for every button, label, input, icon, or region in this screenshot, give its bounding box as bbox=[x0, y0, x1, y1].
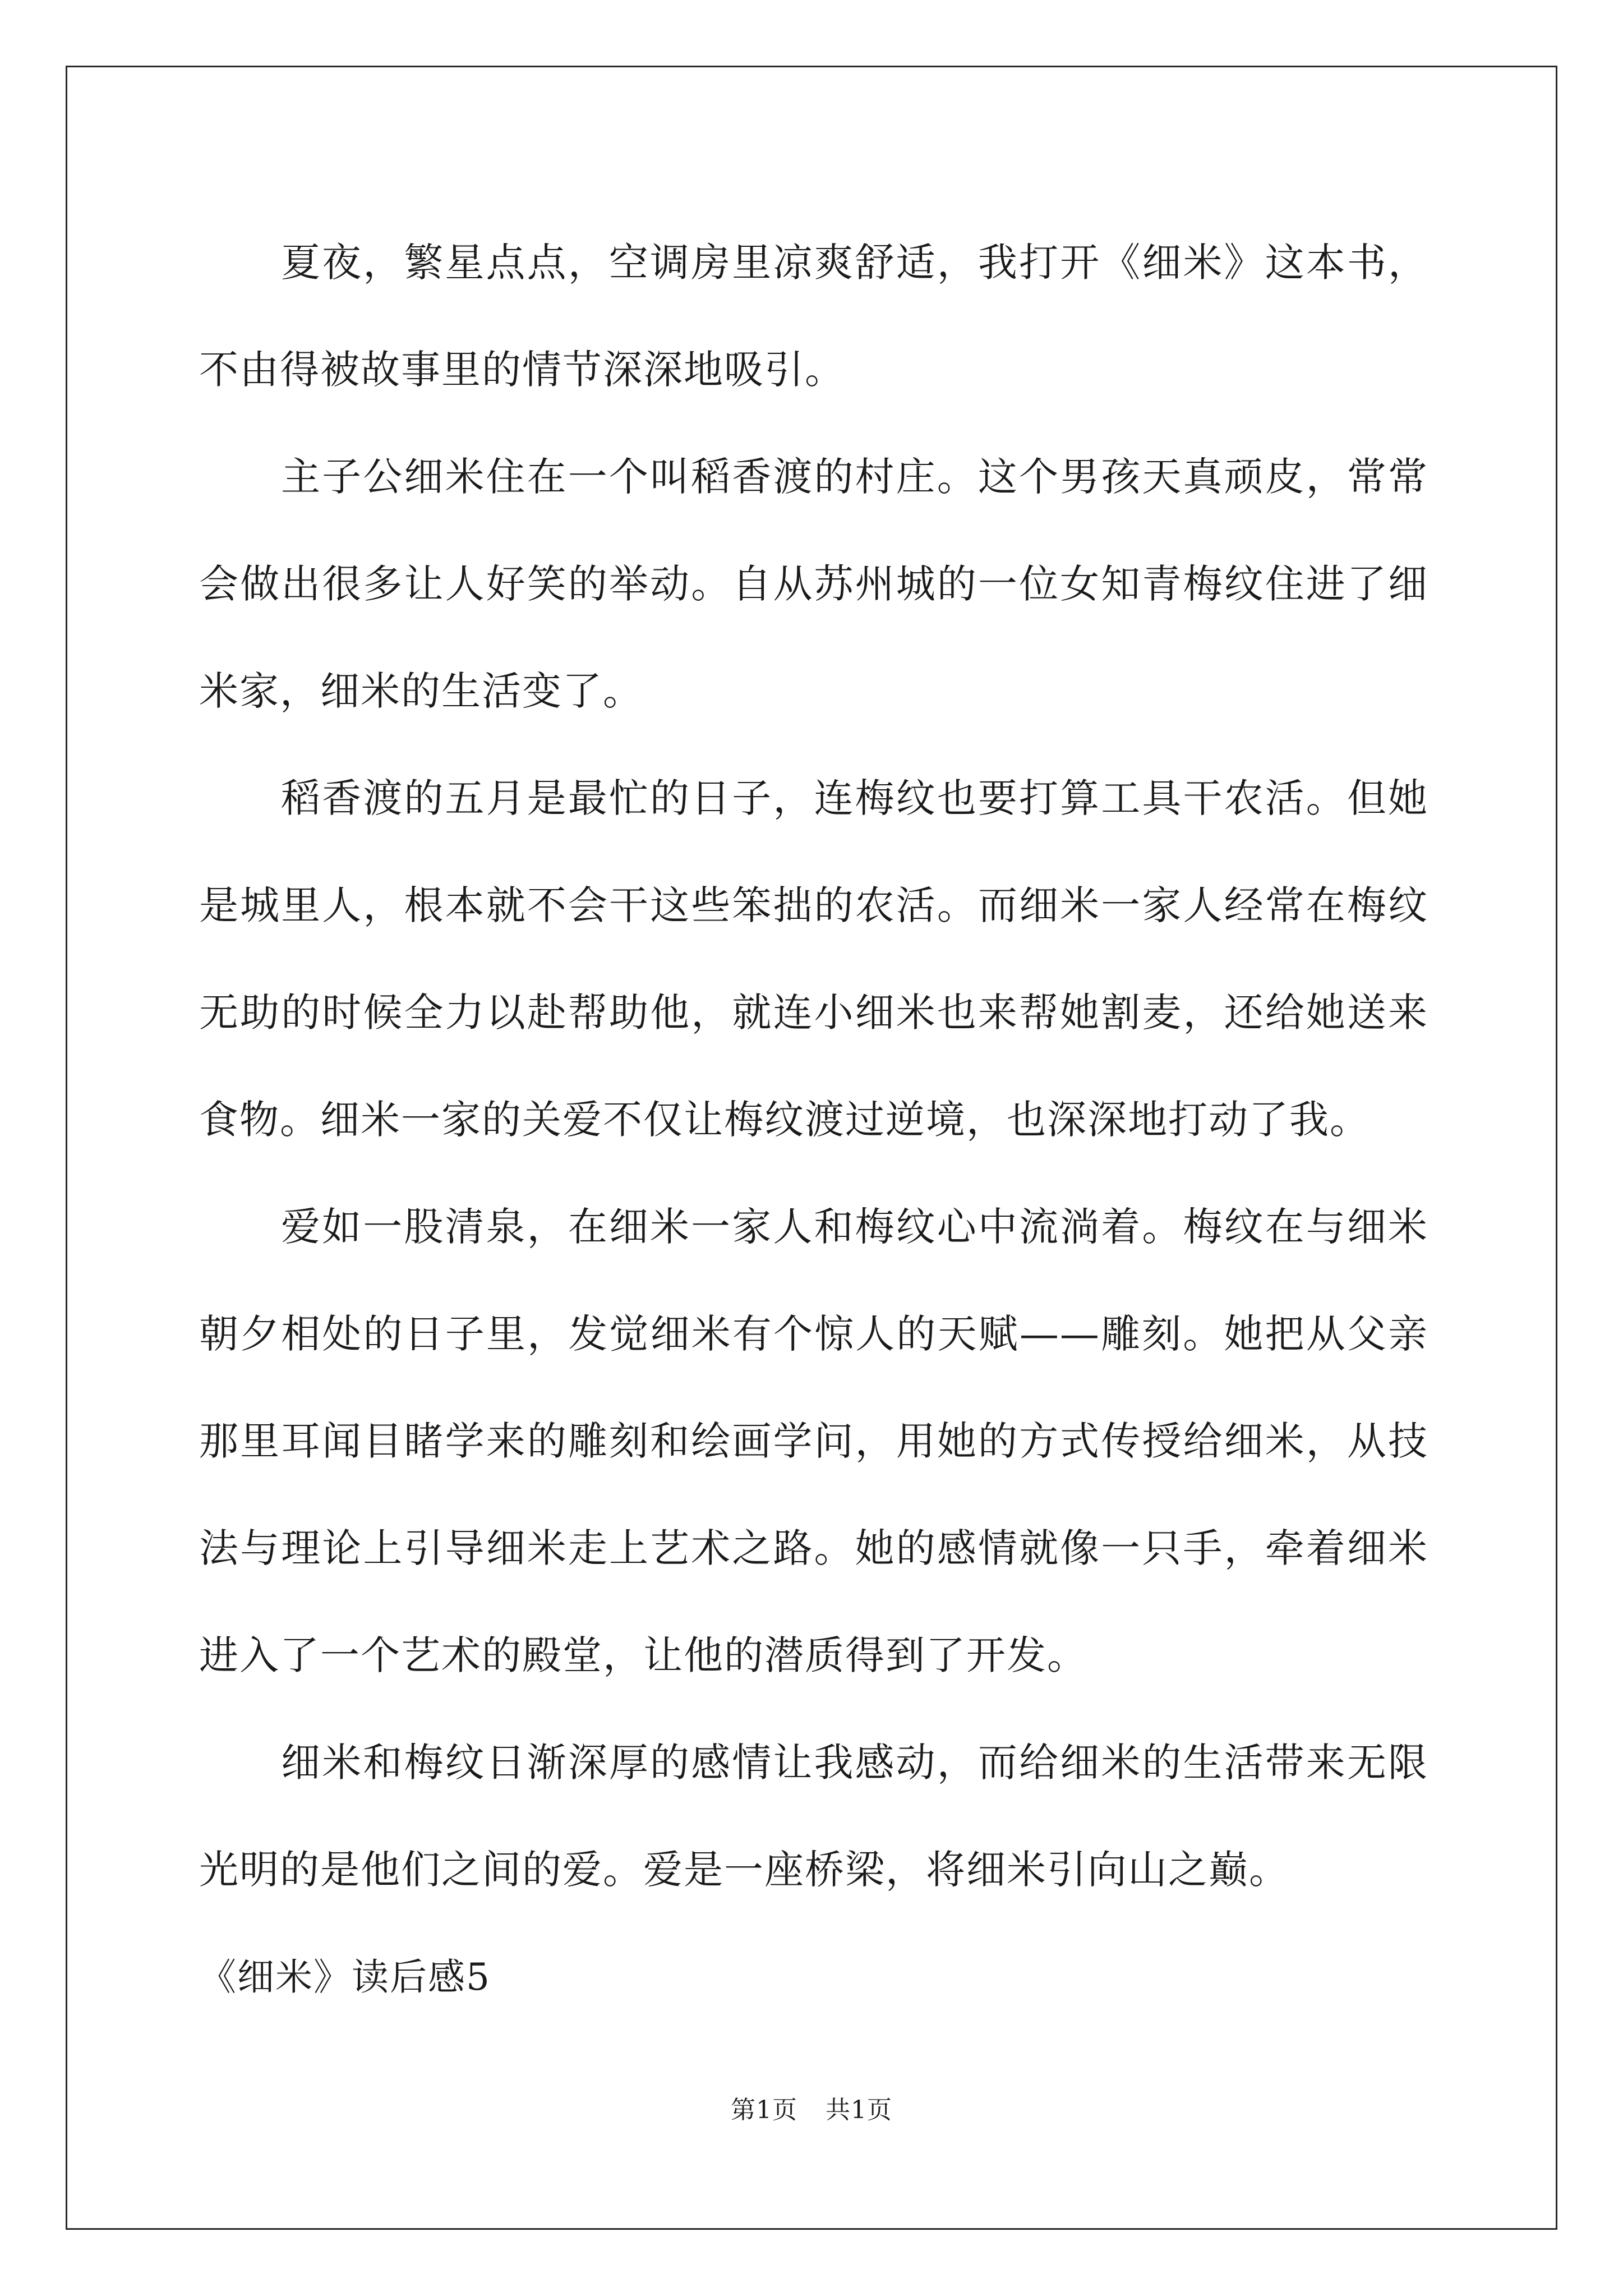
page-total: 共1页 bbox=[826, 2096, 892, 2124]
paragraph-4: 爱如一股清泉，在细米一家人和梅纹心中流淌着。梅纹在与细米朝夕相处的日子里，发觉细米有个惊人的天赋——雕刻。她把从父亲那里耳闻目睹学来的雕刻和绘画学问，用她的方式传授给细米，从技法与理论上引导细米走上艺术之路。她的感情就像一只手，牵着细米进入了一个艺术的殿堂，让他的潜质得到了开发。 bbox=[199, 1204, 1428, 1678]
document-body bbox=[199, 209, 1428, 2031]
section-heading: 《细米》读后感5 bbox=[199, 1955, 491, 1999]
paragraph-5: 细米和梅纹日渐深厚的感情让我感动，而给细米的生活带来无限光明的是他们之间的爱。爱是一座桥梁，将细米引向山之巅。 bbox=[199, 1740, 1428, 1893]
paragraph-1: 夏夜，繁星点点，空调房里凉爽舒适，我打开《细米》这本书，不由得被故事里的情节深深地吸引。 bbox=[199, 240, 1428, 393]
paragraph-2: 主子公细米住在一个叫稻香渡的村庄。这个男孩天真顽皮，常常会做出很多让人好笑的举动。自从苏州城的一位女知青梅纹住进了细米家，细米的生活变了。 bbox=[199, 454, 1428, 714]
paragraph-3: 稻香渡的五月是最忙的日子，连梅纹也要打算工具干农活。但她是城里人，根本就不会干这些笨拙的农活。而细米一家人经常在梅纹无助的时候全力以赴帮助他，就连小细米也来帮她割麦，还给她送来食物。细米一家的关爱不仅让梅纹渡过逆境，也深深地打动了我。 bbox=[199, 775, 1428, 1143]
page-number: 第1页 bbox=[731, 2096, 797, 2124]
page-footer bbox=[0, 2093, 1623, 2127]
